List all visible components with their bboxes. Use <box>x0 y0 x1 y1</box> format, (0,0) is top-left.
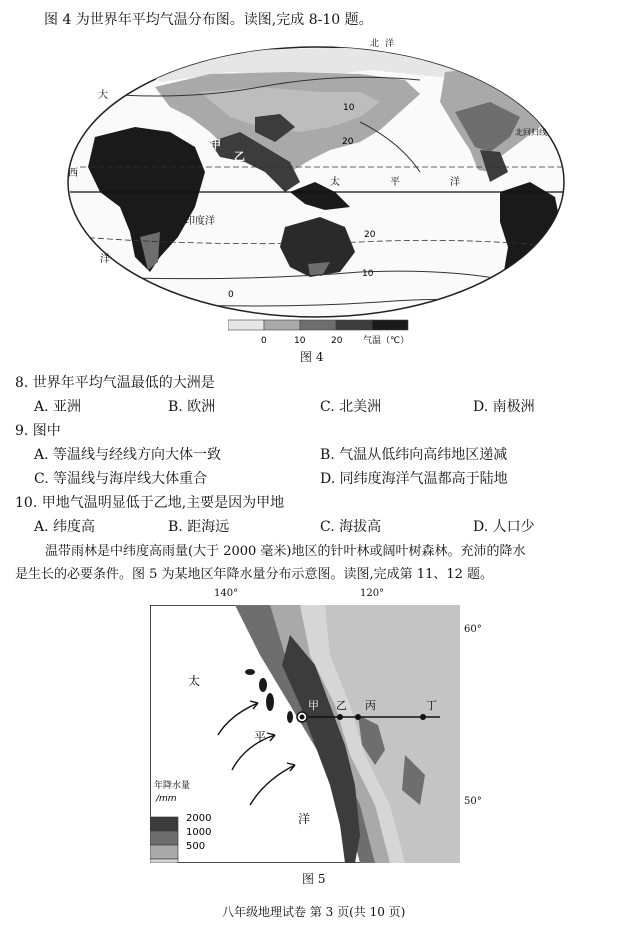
page-footer: 八年级地理试卷 第 3 页(共 10 页) <box>222 905 406 919</box>
figure-5-caption: 图 5 <box>302 872 326 886</box>
label-arctic-yang: 洋 <box>385 39 395 49</box>
legend-title: 气温（℃） <box>363 336 410 346</box>
label-0: 0 <box>228 290 234 300</box>
legend2-1000: 1000 <box>186 827 212 838</box>
label-20-top: 20 <box>342 137 354 147</box>
legend2-2000: 2000 <box>186 813 212 824</box>
legend2-500: 500 <box>186 841 206 852</box>
label-yang-pac: 洋 <box>450 177 460 188</box>
point-bing: 丙 <box>365 699 376 712</box>
question-9-stem: 9. 图中 <box>15 423 61 439</box>
label-yang: 洋 <box>100 254 110 265</box>
label-da: 大 <box>98 90 108 101</box>
question-10-stem: 10. 甲地气温明显低于乙地,主要是因为甲地 <box>15 495 285 511</box>
figure-4-caption: 图 4 <box>300 350 324 364</box>
label-arctic: 北 <box>370 39 380 49</box>
point-ding: 丁 <box>426 699 437 712</box>
q9-option-d[interactable]: D. 同纬度海洋气温都高于陆地 <box>320 471 508 487</box>
lon-140: 140° <box>214 588 239 599</box>
q10-option-c[interactable]: C. 海拔高 <box>320 519 382 535</box>
q8-option-a[interactable]: A. 亚洲 <box>34 399 82 415</box>
lon-120: 120° <box>360 588 385 599</box>
label-tai: 太 <box>330 177 340 188</box>
q10-option-b[interactable]: B. 距海远 <box>168 519 230 535</box>
label-10-top: 10 <box>343 103 355 113</box>
label-xi: 西 <box>68 168 78 179</box>
q8-option-d[interactable]: D. 南极洲 <box>473 399 535 415</box>
precipitation-map <box>150 605 460 863</box>
legend2-title: 年降水量 <box>154 781 191 791</box>
label-tropic: 北回归线 <box>515 128 547 137</box>
ocean-label-tai: 太 <box>188 674 201 688</box>
lat-50: 50° <box>464 796 482 807</box>
label-ping: 平 <box>390 177 400 188</box>
intro-question-8-10: 图 4 为世界年平均气温分布图。读图,完成 8-10 题。 <box>44 12 373 28</box>
point-jia: 甲 <box>308 699 319 712</box>
intro-question-11-12-line2: 是生长的必要条件。图 5 为某地区年降水量分布示意图。读图,完成第 11、12 题。 <box>15 567 494 582</box>
q10-option-d[interactable]: D. 人口少 <box>473 519 535 535</box>
intro-question-11-12-line1: 温带雨林是中纬度高雨量(大于 2000 毫米)地区的针叶林或阔叶树森林。充沛的降水 <box>45 544 526 559</box>
q9-option-c[interactable]: C. 等温线与海岸线大体重合 <box>34 471 208 487</box>
label-indian-ocean: 印度洋 <box>185 216 215 227</box>
q8-option-c[interactable]: C. 北美洲 <box>320 399 382 415</box>
legend-tick-10: 10 <box>294 336 306 346</box>
temperature-legend <box>228 318 428 348</box>
question-8-stem: 8. 世界年平均气温最低的大洲是 <box>15 375 215 391</box>
ocean-label-ping: 平 <box>254 730 267 744</box>
q10-option-a[interactable]: A. 纬度高 <box>34 519 96 535</box>
legend2-unit: /mm <box>156 794 177 804</box>
q9-option-a[interactable]: A. 等温线与经线方向大体一致 <box>34 447 222 463</box>
q9-option-b[interactable]: B. 气温从低纬向高纬地区递减 <box>320 447 508 463</box>
label-yi: 乙 <box>234 150 245 163</box>
label-10-bot: 10 <box>362 269 374 279</box>
label-jia: 甲 <box>210 138 221 151</box>
ocean-label-yang: 洋 <box>298 812 311 826</box>
legend-tick-20: 20 <box>331 336 343 346</box>
lat-60: 60° <box>464 624 482 635</box>
q8-option-b[interactable]: B. 欧洲 <box>168 399 216 415</box>
label-20-bot: 20 <box>364 230 376 240</box>
legend-tick-0: 0 <box>261 336 267 346</box>
point-yi: 乙 <box>336 699 347 712</box>
